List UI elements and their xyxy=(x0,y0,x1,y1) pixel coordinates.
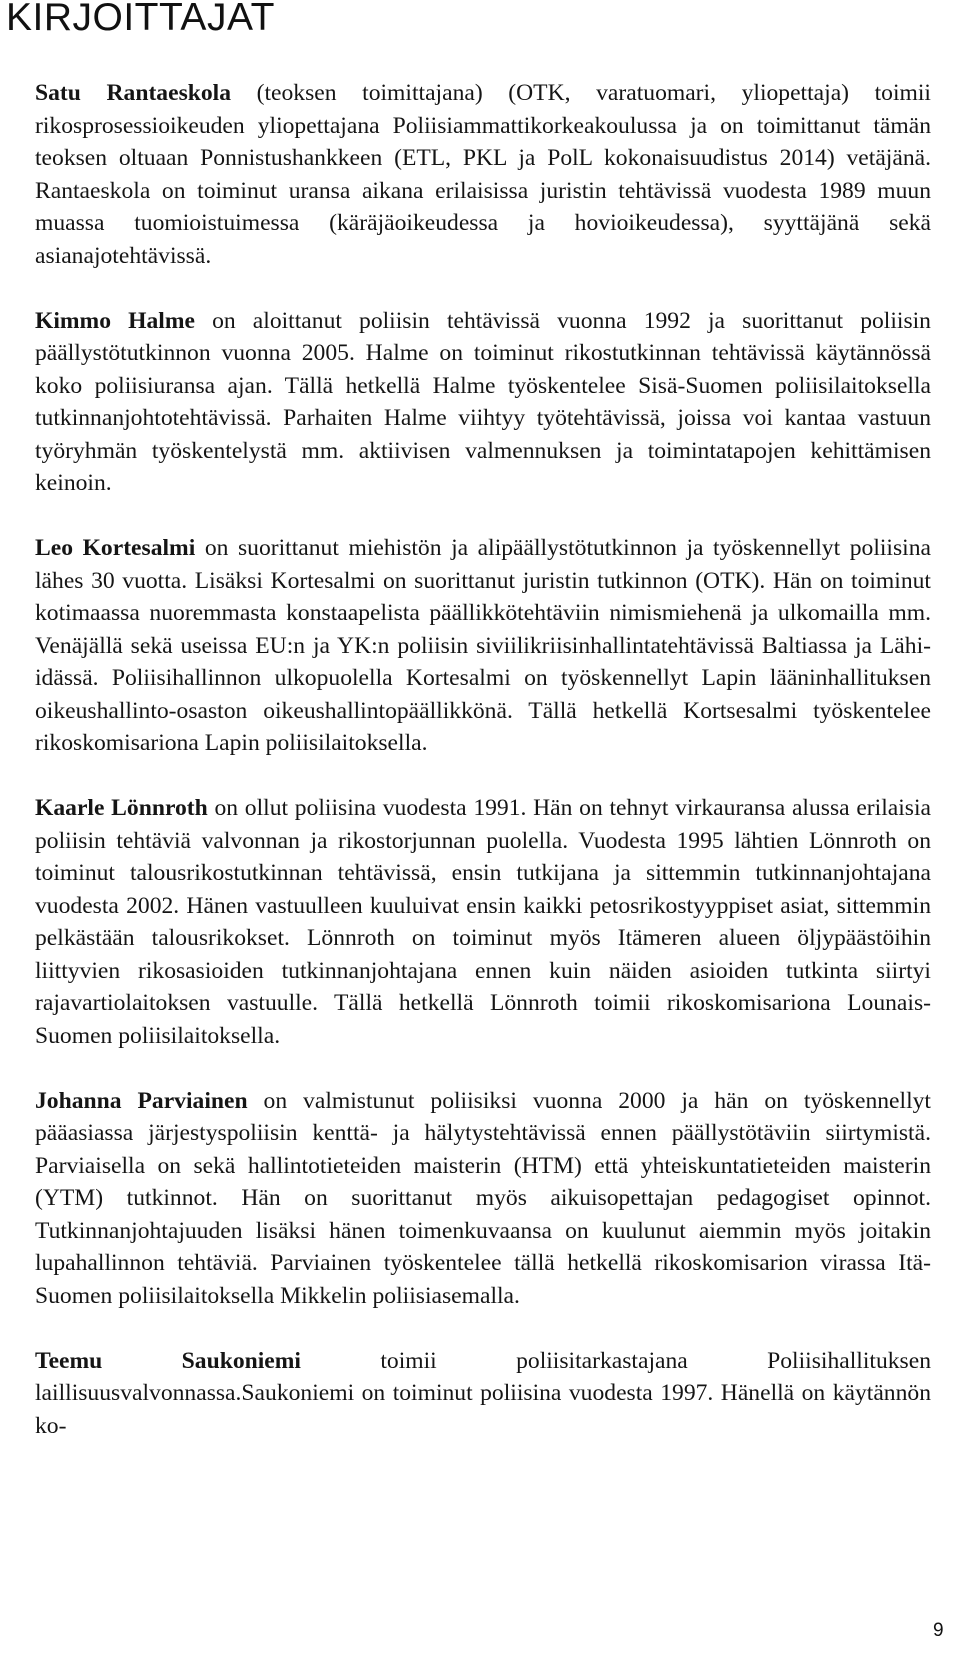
author-bio-halme xyxy=(35,305,931,500)
author-bio-saukoniemi xyxy=(35,1345,931,1443)
author-description: on valmistunut poliisiksi vuonna 2000 ja hän on työskennellyt pääasiassa järjestyspoliisin kenttä- ja hälytystehtävissä ennen päällystötäviin siirtymistä. Parviaisella on sekä hallintotieteiden maisterin (HTM) että yhteiskuntatieteiden maisterin (YTM) tutkinnot. Hän on suorittanut myös aikuisopettajan pedagogiset opinnot. Tutkinnanjohtajuuden lisäksi hänen toimenkuvaansa on kuulunut aiemmin myös joitakin lupahallinnon tehtäviä. Parviainen työskentelee tällä hetkellä rikoskomisarion virassa Itä-Suomen poliisilaitoksella Mikkelin poliisiasemalla. xyxy=(35,1087,931,1309)
author-description: on suorittanut miehistön ja alipäällystötutkinnon ja työskennellyt poliisina lähes 30 vuotta. Lisäksi Kortesalmi on suorittanut juristin tutkinnon (OTK). Hän on toiminut kotimaassa nuoremmasta konstaapelista päällikkötehtäviin nimismiehenä ja ulkomailla mm. Venäjällä sekä useissa EU:n ja YK:n poliisin siviilikriisinhallintatehtävissä Baltiassa ja Lähi-idässä. Poliisihallinnon ulkopuolella Kortesalmi on työskennellyt Lapin lääninhallituksen oikeushallinto-osaston oikeushallintopäällikkönä. Tällä hetkellä Kortsesalmi työskentelee rikoskomisariona Lapin poliisilaitoksella. xyxy=(35,535,931,756)
author-bio-lonnroth xyxy=(35,792,931,1052)
author-name: Satu Rantaeskola xyxy=(35,80,232,106)
author-bios xyxy=(35,77,931,1442)
author-name: Kimmo Halme xyxy=(35,307,195,334)
author-description: toimii poliisitarkastajana Poliisihallituksen laillisuusvalvonnassa.Saukoniemi on toiminut poliisina vuodesta 1997. Hänellä on käytännön ko- xyxy=(35,1347,931,1439)
page-number: 9 xyxy=(933,1620,944,1641)
author-bio-parviainen xyxy=(35,1085,931,1313)
author-name: Kaarle Lönnroth xyxy=(35,795,208,821)
author-bio-kortesalmi xyxy=(35,532,931,760)
author-name: Teemu Saukoniemi xyxy=(35,1347,301,1374)
page-title: KIRJOITTAJAT xyxy=(6,0,275,39)
author-name: Leo Kortesalmi xyxy=(35,535,196,561)
author-description: (teoksen toimittajana) (OTK, varatuomari, yliopettaja) toimii rikosprosessioikeuden yliopettajana Poliisiammattikorkeakoulussa ja on toimittanut tämän teoksen oltuaan Ponnistushankkeen (ETL, PKL ja PolL kokonaisuudistus 2014) vetäjänä. Rantaeskola on toiminut uransa aikana erilaisissa juristin tehtävissä vuodesta 1989 muun muassa tuomioistuimessa (käräjäoikeudessa ja hovioikeudessa), syyttäjänä sekä asianajotehtävissä. xyxy=(35,80,931,269)
author-name: Johanna Parviainen xyxy=(35,1087,248,1114)
author-description: on ollut poliisina vuodesta 1991. Hän on tehnyt virkauransa alussa erilaisia poliisin tehtäviä valvonnan ja rikostorjunnan puolella. Vuodesta 1995 lähtien Lönnroth on toiminut talousrikostutkinnan tehtävissä, ensin tutkijana ja sittemmin tutkinnanjohtajana vuodesta 2002. Hänen vastuulleen kuuluivat ensin kaikki petosrikostyyppiset asiat, sittemmin pelkästään talousrikokset. Lönnroth on toiminut myös Itämeren alueen öljypäästöihin liittyvien rikosasioiden tutkinnanjohtajana ennen kuin näiden asioiden tutkinta siirtyi rajavartiolaitoksen vastuulle. Tällä hetkellä Lönnroth toimii rikoskomisariona Lounais-Suomen poliisilaitoksella. xyxy=(35,795,931,1049)
author-description: on aloittanut poliisin tehtävissä vuonna 1992 ja suorittanut poliisin päällystötutkinnon vuonna 2005. Halme on toiminut rikostutkinnan tehtävissä käytännössä koko poliisiuransa ajan. Tällä hetkellä Halme työskentelee Sisä-Suomen poliisilaitoksella tutkinnanjohtotehtävissä. Parhaiten Halme viihtyy työtehtävissä, joissa voi kantaa vastuun työryhmän työskentelystä mm. aktiivisen valmennuksen ja toimintatapojen kehittämisen keinoin. xyxy=(35,307,931,496)
author-bio-rantaeskola xyxy=(35,77,931,272)
